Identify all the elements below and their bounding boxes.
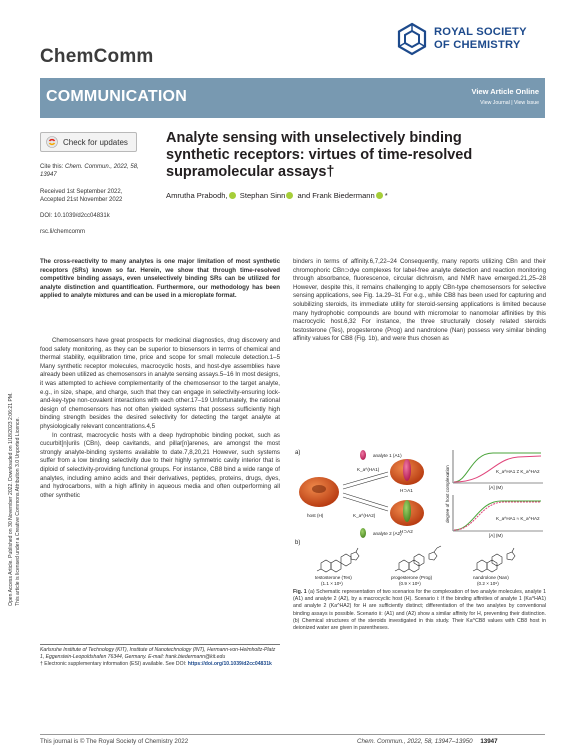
analyte2-label: analyte 2 (A2) bbox=[373, 531, 402, 536]
footer-journal-ref: Chem. Commun., 2022, 58, 13947–13950 bbox=[357, 738, 473, 745]
condition-distinct: K_a^HA1 ≠ K_a^HA2 bbox=[496, 469, 540, 474]
host-label: host (H) bbox=[307, 513, 324, 518]
check-updates-icon bbox=[46, 136, 58, 148]
open-access-line: Open Access Article. Published on 30 November 2022. Downloaded on 1/18/2023 2:06:21 PM. bbox=[8, 392, 14, 606]
footnotes bbox=[40, 647, 280, 668]
citation-block bbox=[40, 163, 150, 179]
complex1-label: H⊃A1 bbox=[400, 488, 413, 493]
steroid-ka: (0.2 × 10⁹) bbox=[477, 581, 499, 586]
esi-footnote: † Electronic supplementary information (ESI) available. See DOI: bbox=[40, 661, 187, 667]
figure-caption-text: (a) Schematic representation of two scenarios for the complexation of two analyte molecules, analyte 1 (A1) and analyte 2 (A2), by a macrocyclic host (H). Scenario i: If the binding affinities of analyte 1 (Ka^HA1) and analyte 2 (Ka^HA2) for H are sufficiently distinct; differentiation of the two analytes by conventional binding assays is possible. Scenario ii: (A1) and (A2) show a similar affinity for H, preventing their distinction. (b) Chemical structures of the steroids investigated in this study. Their Ka^CB8 values with CB8 host in deionized water are given in parentheses. bbox=[293, 589, 546, 632]
footnote-divider bbox=[40, 644, 280, 645]
affiliation-footnote: Karlsruhe Institute of Technology (KIT), Institute of Nanotechnology (INT), Hermann-von-Helmholtz-Platz 1, Eggenstein-Leopoldshafen 76344, Germany. E-mail: frank.biedermann@kit.edu bbox=[40, 647, 276, 660]
paragraph: Chemosensors have great prospects for medicinal diagnostics, drug discovery and food safety monitoring, as they can be superior to biosensors in terms of chemical and thermal stability, equilibration time, price and scope for small molecule detection.1–5 Many synthetic receptor molecules, macrocyclic hosts, and host-dye assemblies have already been utilized as chemosensors in analyte sensing assays.5–16 In most designs, it was attempted to achieve complementarity of the chemosensor to the target analyte, e.g., in size, shape, and charge, such that they can engage in selectivity-ensuring lock-and-key-type non-covalent interactions with each other.17–19 Unfortunately, the rational design of chemosensors has not often yielded systems that possess sufficiently high binding strength besides the desired selectivity for detecting the target analyte at physiologically relevant concentrations.4,5 bbox=[40, 337, 280, 430]
author-3: and Frank Biedermann bbox=[297, 191, 375, 200]
condition-similar: K_a^HA1 ≈ K_a^HA2 bbox=[496, 516, 540, 521]
received-date: Received 1st September 2022, bbox=[40, 189, 123, 195]
cite-value: Chem. Commun., 2022, 58, 13947 bbox=[40, 164, 139, 178]
view-article-online-link[interactable]: View Article Online bbox=[471, 87, 539, 96]
isotherm-xlabel-1: [A] (M) bbox=[489, 485, 503, 490]
steroid-structure-nan bbox=[473, 548, 515, 572]
check-updates-label: Check for updates bbox=[63, 138, 128, 147]
article-type-bar bbox=[40, 78, 545, 118]
isotherm-plot-2 bbox=[453, 495, 543, 538]
view-journal-issue-links[interactable]: View Journal | View Issue bbox=[480, 100, 539, 106]
open-access-strip bbox=[2, 146, 32, 606]
isotherm-curve-a2 bbox=[454, 453, 541, 482]
cite-label: Cite this: bbox=[40, 164, 64, 170]
binding-arrow-2-reverse bbox=[343, 493, 388, 507]
publisher-name-line1: ROYAL SOCIETY bbox=[434, 26, 527, 38]
publisher-name-line2: OF CHEMISTRY bbox=[434, 39, 521, 51]
binding-arrow-1 bbox=[343, 472, 388, 485]
rsc-logo[interactable] bbox=[395, 22, 545, 58]
body-right-column bbox=[293, 258, 546, 344]
author-1: Amrutha Prabodh, bbox=[166, 191, 228, 200]
licence-line[interactable]: This article is licensed under a Creative Commons Attribution 3.0 Unported Licence. bbox=[15, 417, 21, 606]
author-list bbox=[166, 191, 388, 200]
figure-caption bbox=[293, 589, 546, 632]
corresponding-mark: * bbox=[384, 191, 388, 200]
orcid-icon[interactable] bbox=[286, 192, 293, 199]
rsc-hexagon-icon bbox=[395, 22, 429, 56]
figure-caption-label: Fig. 1 bbox=[293, 589, 307, 595]
isotherm-plot-1 bbox=[453, 450, 543, 490]
steroid-structure-tes bbox=[317, 548, 359, 572]
steroid-structure-prog bbox=[395, 546, 441, 572]
panel-a-label: a) bbox=[295, 450, 301, 456]
binding-arrow-1-reverse bbox=[343, 476, 388, 489]
analyte2-molecule bbox=[360, 528, 366, 538]
isotherm-ylabel: degree of host complexation bbox=[445, 465, 450, 523]
analyte1-label: analyte 1 (A1) bbox=[373, 453, 402, 458]
esi-doi-link[interactable]: https://doi.org/10.1039/d2cc04831k bbox=[187, 661, 272, 667]
host-cavity bbox=[312, 485, 326, 493]
complex2-label: H⊃A2 bbox=[400, 529, 413, 534]
steroid-ka: (1.1 × 10⁹) bbox=[321, 581, 343, 586]
page-number: 13947 bbox=[480, 738, 498, 745]
figure-1 bbox=[293, 445, 546, 587]
complex2-guest bbox=[403, 500, 411, 522]
body-left-column bbox=[40, 337, 280, 500]
steroid-name: nandrolone (Nan) bbox=[473, 575, 509, 580]
footer-divider bbox=[40, 734, 545, 735]
abstract: The cross-reactivity to many analytes is one major limitation of most synthetic receptors (SRs) known so far. Herein, we show that through time-resolved competitive binding assays, even unselectively binding SRs can be utilized for analyte distinction and quantification. Furthermore, our methodology has been applied to analyte mixtures and can be used in a microplate format. bbox=[40, 258, 280, 300]
accepted-date: Accepted 21st November 2022 bbox=[40, 197, 123, 203]
isotherm-xlabel-2: [A] (M) bbox=[489, 533, 503, 538]
paragraph: In contrast, macrocyclic hosts with a deep hydrophobic binding pocket, such as cucurbit[n]urils (CBn), deep cavitands, and pillar[n]arenes, are amongst the most strongly analyte-binding systems available to date.7,8,20,21 However, such systems suffer from a low binding selectivity due to their highly symmetric cavity interior that is diploid of selectivity-providing functional groups. For instance, CB8 bind a wide range of analytes, including amino acids and their derivatives, peptides, proteins, drugs, dyes, and hydrocarbons, with a high affinity in aqueous media and often outperforming all other synthetic bbox=[40, 431, 280, 499]
steroid-name: progesterone (Prog) bbox=[391, 575, 433, 580]
steroid-ka: (0.9 × 10⁹) bbox=[399, 581, 421, 586]
doi-line[interactable]: DOI: 10.1039/d2cc04831k bbox=[40, 213, 110, 219]
paragraph: binders in terms of affinity.6,7,22–24 Consequently, many reports utilizing CBn and their chromophoric CBn⊃dye complexes for label-free analyte detection and reaction monitoring through absorbance, fluorescence, circular dichroism, and NMR have emerged.21,25–28 However, despite this, it remains challenging to apply CBn-type chemosensors for selective sensing applications, see Fig. 1a.29–31 For e.g., while CB8 has been used for capturing and solubilizing steroids, its immediate utility for steroid-sensing applications is limited because many hydrophobic compounds are bound with micromolar to nanomolar affinities by this macrocyclic host.6,32 For instance, the three structurally closely related steroids testosterone (Tes), progesterone (Prog) and nandrolone (Nan) possess very similar binding affinity values for CB8 (Fig. 1b), and were thus chosen as bbox=[293, 258, 546, 343]
analyte1-molecule bbox=[360, 450, 366, 460]
footer-citation bbox=[357, 738, 498, 745]
author-2: Stephan Sinn bbox=[239, 191, 286, 200]
copyright-line: This journal is © The Royal Society of Chemistry 2022 bbox=[40, 738, 189, 745]
binding-arrow-2 bbox=[343, 497, 388, 511]
journal-name[interactable]: ChemComm bbox=[40, 46, 154, 67]
orcid-icon[interactable] bbox=[376, 192, 383, 199]
check-for-updates-button[interactable] bbox=[40, 132, 137, 152]
steroid-name: testosterone (Tes) bbox=[315, 575, 352, 580]
ka2-label: K_a^(HA2) bbox=[353, 513, 376, 518]
panel-b-label: b) bbox=[295, 540, 301, 546]
complex1-guest bbox=[403, 459, 411, 481]
ka1-label: K_a^(HA1) bbox=[357, 467, 380, 472]
article-title: Analyte sensing with unselectively binding synthetic receptors: virtues of time-resolved supramolecular assays† bbox=[166, 130, 473, 180]
article-type: COMMUNICATION bbox=[46, 88, 187, 105]
orcid-icon[interactable] bbox=[229, 192, 236, 199]
journal-url[interactable]: rsc.li/chemcomm bbox=[40, 229, 86, 235]
